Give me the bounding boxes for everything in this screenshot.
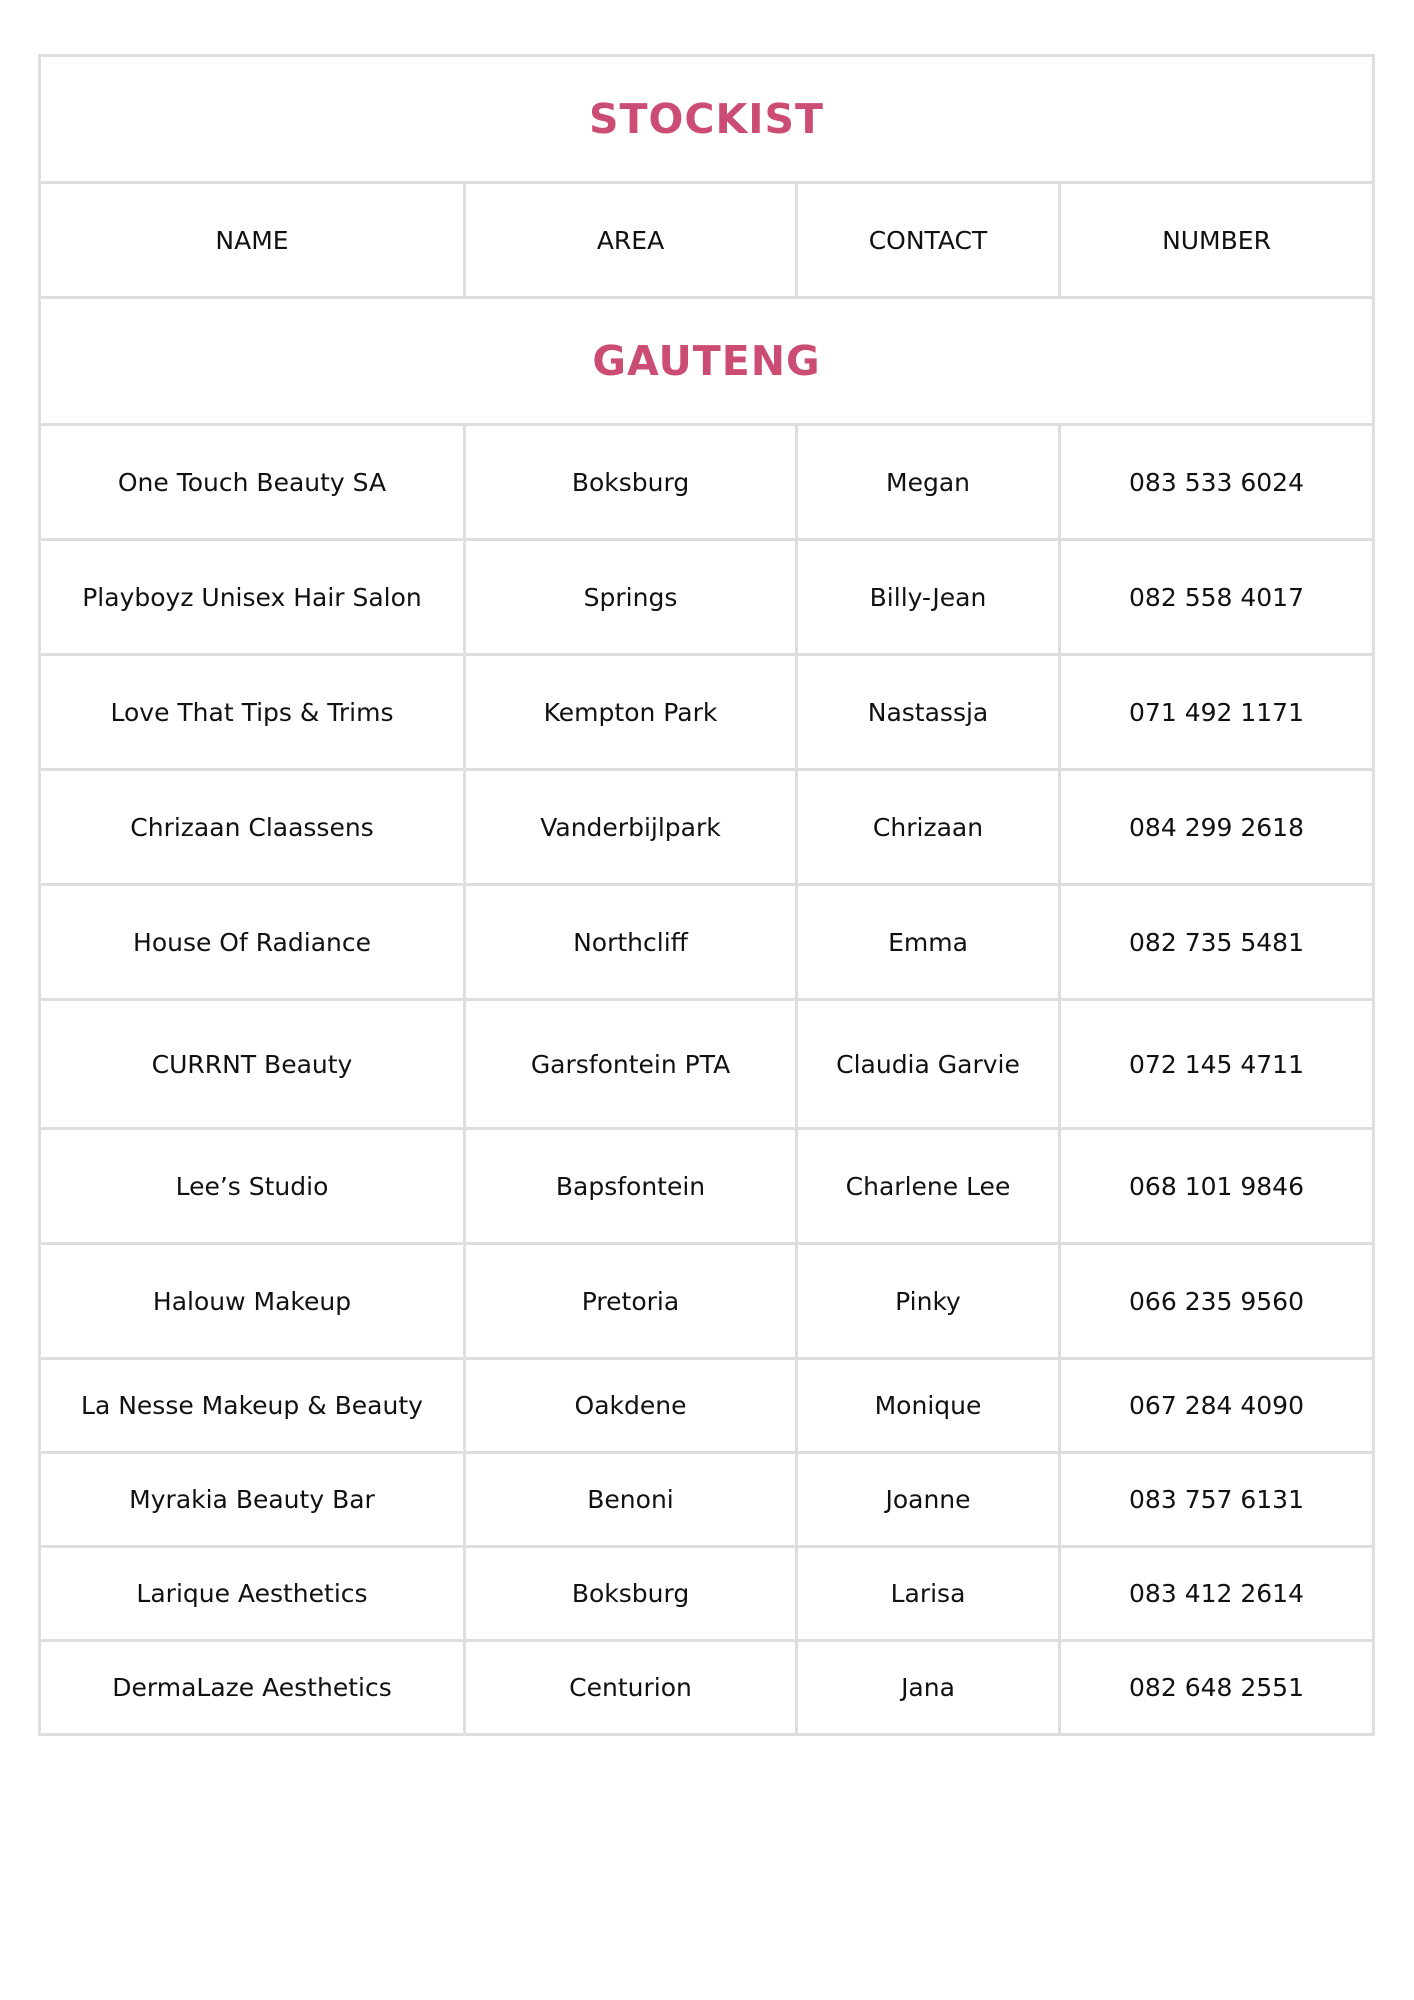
stockist-name: DermaLaze Aesthetics (40, 1641, 465, 1735)
table-row (40, 1453, 1374, 1547)
stockist-number: 083 757 6131 (1060, 1453, 1374, 1547)
stockist-contact: Chrizaan (797, 770, 1060, 885)
stockist-contact: Joanne (797, 1453, 1060, 1547)
stockist-table (38, 54, 1375, 1736)
stockist-area: Boksburg (465, 1547, 797, 1641)
table-row (40, 425, 1374, 540)
stockist-area: Vanderbijlpark (465, 770, 797, 885)
stockist-area: Bapsfontein (465, 1129, 797, 1244)
region-row (40, 298, 1374, 425)
stockist-number: 083 533 6024 (1060, 425, 1374, 540)
column-header-contact: CONTACT (797, 183, 1060, 298)
table-title: STOCKIST (589, 95, 824, 143)
stockist-contact: Charlene Lee (797, 1129, 1060, 1244)
stockist-name: Halouw Makeup (40, 1244, 465, 1359)
stockist-area: Garsfontein PTA (465, 1000, 797, 1129)
stockist-contact: Megan (797, 425, 1060, 540)
table-row (40, 1359, 1374, 1453)
stockist-contact: Monique (797, 1359, 1060, 1453)
column-header-number: NUMBER (1060, 183, 1374, 298)
stockist-name: Playboyz Unisex Hair Salon (40, 540, 465, 655)
stockist-number: 072 145 4711 (1060, 1000, 1374, 1129)
stockist-area: Northcliff (465, 885, 797, 1000)
table-row (40, 1129, 1374, 1244)
stockist-contact: Nastassja (797, 655, 1060, 770)
stockist-area: Springs (465, 540, 797, 655)
stockist-number: 084 299 2618 (1060, 770, 1374, 885)
title-cell (40, 56, 1374, 183)
table-row (40, 655, 1374, 770)
stockist-number: 082 558 4017 (1060, 540, 1374, 655)
column-header-area: AREA (465, 183, 797, 298)
table-row (40, 885, 1374, 1000)
table-row (40, 770, 1374, 885)
stockist-area: Benoni (465, 1453, 797, 1547)
stockist-number: 067 284 4090 (1060, 1359, 1374, 1453)
stockist-name: La Nesse Makeup & Beauty (40, 1359, 465, 1453)
stockist-name: CURRNT Beauty (40, 1000, 465, 1129)
header-row (40, 183, 1374, 298)
stockist-contact: Emma (797, 885, 1060, 1000)
stockist-number: 071 492 1171 (1060, 655, 1374, 770)
table-row (40, 540, 1374, 655)
stockist-contact: Larisa (797, 1547, 1060, 1641)
stockist-contact: Jana (797, 1641, 1060, 1735)
stockist-name: Larique Aesthetics (40, 1547, 465, 1641)
stockist-name: House Of Radiance (40, 885, 465, 1000)
table-row (40, 1547, 1374, 1641)
stockist-contact: Claudia Garvie (797, 1000, 1060, 1129)
stockist-number: 082 648 2551 (1060, 1641, 1374, 1735)
table-row (40, 1000, 1374, 1129)
title-row (40, 56, 1374, 183)
stockist-name: One Touch Beauty SA (40, 425, 465, 540)
stockist-number: 068 101 9846 (1060, 1129, 1374, 1244)
stockist-contact: Billy-Jean (797, 540, 1060, 655)
stockist-name: Chrizaan Claassens (40, 770, 465, 885)
column-header-name: NAME (40, 183, 465, 298)
table-row (40, 1641, 1374, 1735)
table-row (40, 1244, 1374, 1359)
stockist-area: Pretoria (465, 1244, 797, 1359)
stockist-name: Love That Tips & Trims (40, 655, 465, 770)
stockist-area: Centurion (465, 1641, 797, 1735)
stockist-name: Lee’s Studio (40, 1129, 465, 1244)
region-cell (40, 298, 1374, 425)
stockist-number: 082 735 5481 (1060, 885, 1374, 1000)
stockist-number: 083 412 2614 (1060, 1547, 1374, 1641)
stockist-area: Kempton Park (465, 655, 797, 770)
stockist-number: 066 235 9560 (1060, 1244, 1374, 1359)
stockist-name: Myrakia Beauty Bar (40, 1453, 465, 1547)
region-heading: GAUTENG (592, 337, 821, 385)
stockist-contact: Pinky (797, 1244, 1060, 1359)
stockist-area: Boksburg (465, 425, 797, 540)
stockist-area: Oakdene (465, 1359, 797, 1453)
